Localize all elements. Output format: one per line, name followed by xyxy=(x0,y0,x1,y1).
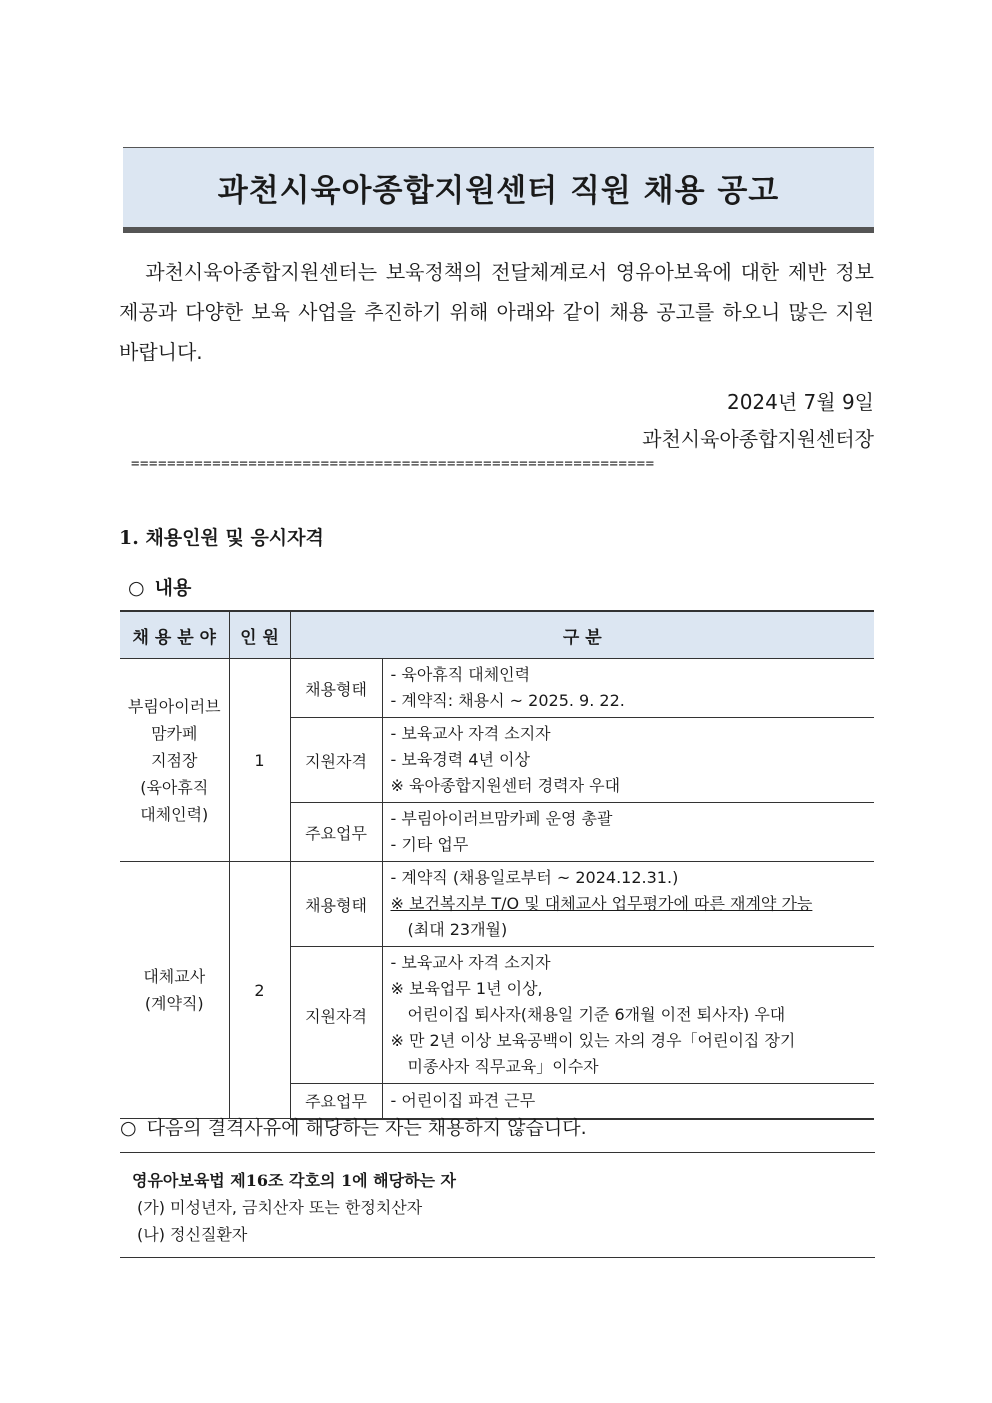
table-row xyxy=(120,862,874,947)
item-detail xyxy=(382,718,874,803)
item-label: 주요업무 xyxy=(290,803,382,862)
sub-heading xyxy=(128,573,191,600)
section-heading: 1. 채용인원 및 응시자격 xyxy=(119,527,324,549)
item-label: 채용형태 xyxy=(290,659,382,718)
detail-line: - 계약직 (채용일로부터 ~ 2024.12.31.) xyxy=(390,868,679,887)
item-label: 채용형태 xyxy=(290,862,382,947)
detail-line: (최대 23개월) xyxy=(407,920,508,939)
item-detail xyxy=(382,659,874,718)
detail-line: ※ 만 2년 이상 보육공백이 있는 자의 경우「어린이집 장기 xyxy=(390,1031,796,1050)
detail-line: ※ 보건복지부 T/O 및 대체교사 업무평가에 따른 재계약 가능 xyxy=(390,894,813,913)
field-line: (육아휴직 xyxy=(140,777,209,797)
announcement-date: 2024년 7월 9일 xyxy=(726,390,874,414)
field-line: 지점장 xyxy=(151,750,198,770)
circle-bullet-icon: ○ xyxy=(120,1117,137,1139)
recruitment-table xyxy=(120,610,874,1120)
signature: 과천시육아종합지원센터장 xyxy=(642,427,874,451)
detail-line: - 육아휴직 대체인력 xyxy=(390,665,531,684)
count-cell: 1 xyxy=(229,659,290,862)
field-cell xyxy=(120,862,229,1119)
detail-line: - 보육교사 자격 소지자 xyxy=(390,724,551,743)
item-label: 지원자격 xyxy=(290,718,382,803)
header-count: 인 원 xyxy=(229,611,290,659)
header-category: 구 분 xyxy=(290,611,874,659)
field-line: 대체인력) xyxy=(140,804,209,824)
item-detail xyxy=(382,947,874,1084)
detail-line: - 보육경력 4년 이상 xyxy=(390,750,530,769)
page-title: 과천시육아종합지원센터 직원 채용 공고 xyxy=(217,173,780,209)
detail-line: ※ 보육업무 1년 이상, xyxy=(390,979,543,998)
detail-line: - 기타 업무 xyxy=(390,835,469,854)
item-detail xyxy=(382,862,874,947)
field-line: 맘카페 xyxy=(151,723,198,743)
disqualification-box xyxy=(120,1152,875,1258)
detail-line: - 보육교사 자격 소지자 xyxy=(390,953,551,972)
intro-paragraph xyxy=(119,252,874,372)
item-detail xyxy=(382,803,874,862)
item-label: 지원자격 xyxy=(290,947,382,1084)
header-field: 채 용 분 야 xyxy=(120,611,229,659)
disqualification-item: (가) 미성년자, 금치산자 또는 한정치산자 xyxy=(137,1198,423,1217)
detail-line: 어린이집 퇴사자(채용일 기준 6개월 이전 퇴사자) 우대 xyxy=(407,1005,786,1024)
disqualification-heading xyxy=(120,1113,587,1140)
field-line: (계약직) xyxy=(144,994,204,1013)
table-header-row xyxy=(120,611,874,659)
detail-line: 미종사자 직무교육」이수자 xyxy=(407,1057,599,1076)
field-cell xyxy=(120,659,229,862)
title-banner xyxy=(123,147,874,233)
field-line: 대체교사 xyxy=(143,967,206,986)
intro-text: 과천시육아종합지원센터는 보육정책의 전달체계로서 영유아보육에 대한 제반 정보 제공과 다양한 보육 사업을 추진하기 위해 아래와 같이 채용 공고를 하오니 많은 지원 바랍니다. xyxy=(119,260,874,364)
circle-bullet-icon: ○ xyxy=(128,577,145,599)
sub-heading-text: 내용 xyxy=(154,577,192,599)
detail-line: - 어린이집 파견 근무 xyxy=(390,1090,536,1110)
detail-line: - 계약직: 채용시 ~ 2025. 9. 22. xyxy=(390,691,625,710)
table-row xyxy=(120,659,874,718)
detail-line: ※ 육아종합지원센터 경력자 우대 xyxy=(390,776,621,795)
detail-line: - 부림아이러브맘카페 운영 총괄 xyxy=(390,809,613,828)
disqualification-lead: 영유아보육법 제16조 각호의 1에 해당하는 자 xyxy=(132,1171,457,1190)
disqualification-heading-text: 다음의 결격사유에 해당하는 자는 채용하지 않습니다. xyxy=(146,1117,587,1139)
disqualification-item: (나) 정신질환자 xyxy=(137,1225,248,1244)
divider-line: ========================================================== xyxy=(131,456,655,472)
count-cell: 2 xyxy=(229,862,290,1119)
item-label: 주요업무 xyxy=(290,1084,382,1119)
field-line: 부림아이러브 xyxy=(127,696,221,716)
